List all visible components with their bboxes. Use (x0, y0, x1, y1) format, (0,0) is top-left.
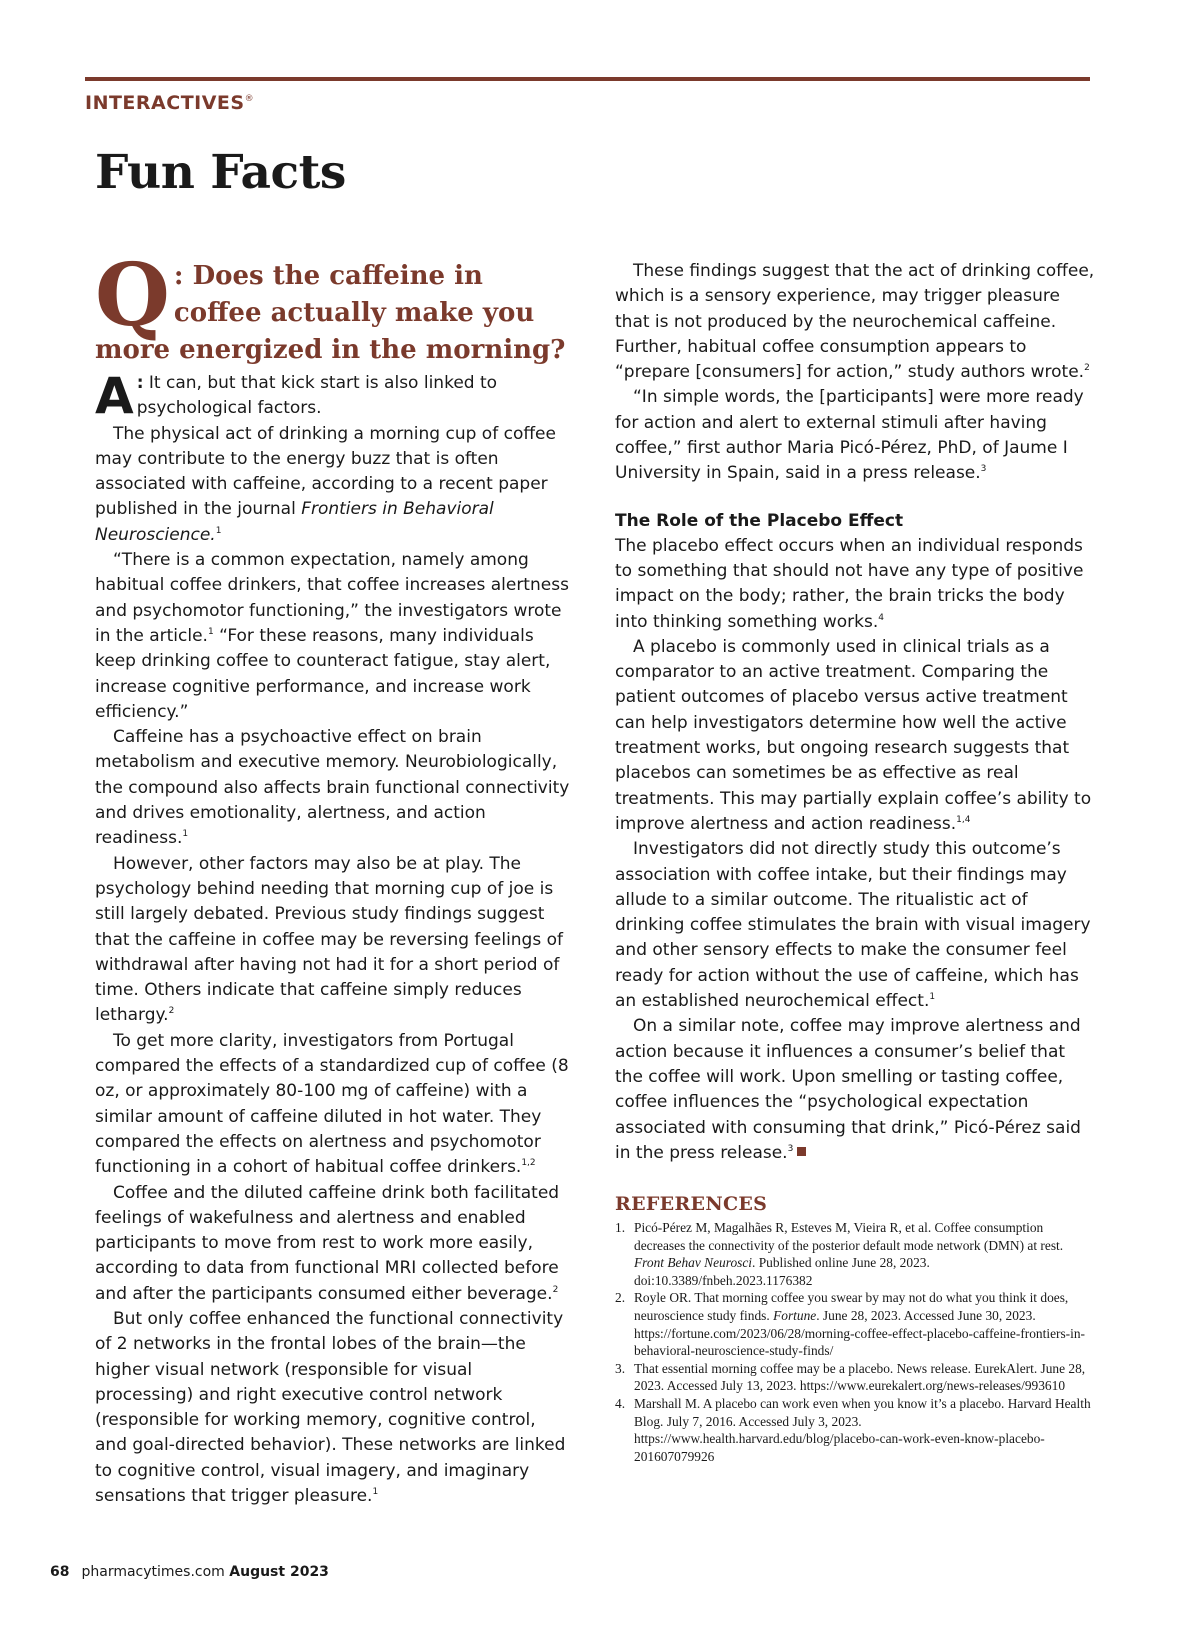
citation-sup: 2 (1084, 363, 1090, 374)
section-label-text: INTERACTIVES (85, 92, 245, 114)
placebo-paragraph-1 (615, 534, 1095, 635)
answer-colon: : (136, 373, 144, 393)
left-paragraph-1 (95, 422, 570, 548)
citation-sup: 1 (372, 1487, 379, 1498)
reference-text: Royle OR. That morning coffee you swear by may not do what you think it does, neuroscience study finds. (634, 1290, 1069, 1324)
answer-text: It can, but that kick start is also linked to psychological factors. (136, 373, 498, 419)
footer-site: pharmacytimes.com (81, 1564, 225, 1580)
citation-sup: 1 (182, 829, 189, 840)
page-number: 68 (50, 1564, 70, 1580)
left-p1-text: The physical act of drinking a morning cup of coffee may contribute to the energy buzz that is often associated with caffeine, according to a recent paper published in the journal (95, 423, 556, 520)
reference-number: 3. (615, 1360, 626, 1376)
answer-intro (95, 367, 570, 425)
end-square-icon (797, 1147, 806, 1156)
reference-text-cont: . June 28, 2023. Accessed June 30, 2023. https://fortune.com/2023/06/28/morning-coffee-effect-placebo-caffeine-frontiers-in-behavioral-neuroscience-study-finds/ (634, 1308, 1086, 1359)
left-paragraph-7 (95, 1307, 570, 1509)
question-heading (95, 245, 570, 369)
placebo-p1-text: The placebo effect occurs when an individual responds to something that should not have any type of positive impact on the body; rather, the brain tricks the body into thinking something works. (615, 535, 1084, 632)
answer-drop-cap: A (95, 367, 134, 425)
citation-sup: 2 (168, 1006, 175, 1017)
journal-name: Frontiers in Behavioral Neuroscience. (95, 499, 494, 545)
left-paragraph-3 (95, 725, 570, 851)
section-label (85, 92, 254, 114)
answer-paragraph (95, 367, 570, 425)
left-p4-text: However, other factors may also be at play. The psychology behind needing that morning cup of joe is still largely debated. Previous study findings suggest that the caffeine in coffee may be reversing feelings of withdrawal after having not had it for a short period of time. Others indicate that caffeine simply reduces lethargy. (95, 853, 563, 1026)
placebo-p3-text: Investigators did not directly study this outcome’s association with coffee intake, but their findings may allude to a similar outcome. The ritualistic act of drinking coffee stimulates the brain with visual imagery and other sensory effects to make the consumer feel ready for action without the use of caffeine, which has an established neurochemical effect. (615, 839, 1091, 1012)
page-title: Fun Facts (95, 145, 346, 200)
reference-text: Marshall M. A placebo can work even when you know it’s a placebo. Harvard Health Blog. July 7, 2016. Accessed July 3, 2023. https://www.health.harvard.edu/blog/placebo-can-work-even-know-placebo-201607079926 (634, 1396, 1091, 1464)
citation-sup: 1 (215, 525, 222, 536)
left-paragraph-4 (95, 852, 570, 1029)
reference-number: 4. (615, 1396, 626, 1412)
right-column (615, 259, 1095, 1465)
citation-sup: 1,4 (956, 814, 971, 825)
footer-date: August 2023 (229, 1564, 329, 1580)
citation-sup: 3 (980, 464, 987, 475)
left-p7-text: But only coffee enhanced the functional connectivity of 2 networks in the frontal lobes of the brain—the higher visual network (responsible for visual processing) and right executive control network (responsible for working memory, cognitive control, and goal-directed behavior). These networks are linked to cognitive control, visual imagery, and imaginary sensations that trigger pleasure. (95, 1308, 566, 1507)
left-p3-text: Caffeine has a psychoactive effect on brain metabolism and executive memory. Neurobiologically, the compound also affects brain functional connectivity and drives emotionality, alertness, and action readiness. (95, 727, 570, 849)
page-footer (50, 1564, 329, 1580)
reference-text: Picó-Pérez M, Magalhães R, Esteves M, Vieira R, et al. Coffee consumption decreases the connectivity of the posterior default mode network (DMN) at rest. (634, 1220, 1064, 1253)
citation-sup: 3 (787, 1143, 794, 1154)
reference-journal: Front Behav Neurosci (634, 1255, 753, 1271)
right-p1-text: These findings suggest that the act of drinking coffee, which is a sensory experience, may trigger pleasure that is not produced by the neurochemical caffeine. Further, habitual coffee consumption appears to “prepare [consumers] for action,” study authors wrote. (615, 261, 1095, 383)
left-column (95, 245, 570, 1509)
placebo-heading: The Role of the Placebo Effect (615, 510, 904, 531)
citation-sup: 1 (929, 992, 936, 1003)
citation-sup: 4 (878, 612, 884, 623)
references-heading: REFERENCES (615, 1193, 768, 1216)
reference-text: That essential morning coffee may be a placebo. News release. EurekAlert. June 28, 2023. Accessed July 13, 2023. https://www.eurekalert.org/news-releases/993610 (634, 1360, 1086, 1394)
left-p5-text: To get more clarity, investigators from Portugal compared the effects of a standardized cup of coffee (8 oz, or approximately 80-100 mg of caffeine) with a similar amount of caffeine diluted in hot water. They compared the effects on alertness and psychomotor functioning in a cohort of habitual coffee drinkers. (95, 1030, 569, 1178)
references-list (615, 1219, 1095, 1465)
left-p6-text: Coffee and the diluted caffeine drink both facilitated feelings of wakefulness and alertness and enabled participants to move from rest to work more easily, according to data from functional MRI collected before and after the participants consumed either beverage. (95, 1182, 560, 1304)
top-rule (85, 77, 1090, 81)
reference-item (615, 1360, 1095, 1395)
right-paragraph-2 (615, 385, 1095, 486)
placebo-p4-text: On a similar note, coffee may improve alertness and action because it influences a consumer’s belief that the coffee will work. Upon smelling or tasting coffee, coffee influences the “psychological expectation associated with consuming that drink,” Picó-Pérez said in the press release. (615, 1016, 1081, 1163)
left-paragraph-6 (95, 1181, 570, 1307)
placebo-paragraph-3 (615, 837, 1095, 1014)
citation-sup: 1,2 (521, 1158, 536, 1169)
reference-item (615, 1289, 1095, 1359)
left-paragraph-5 (95, 1029, 570, 1181)
reference-item (615, 1395, 1095, 1465)
question-drop-cap: Q (95, 245, 170, 346)
registered-mark: ® (244, 94, 255, 104)
reference-journal: Fortune (773, 1308, 817, 1324)
citation-sup: 2 (552, 1284, 559, 1295)
placebo-p2-text: A placebo is commonly used in clinical trials as a comparator to an active treatment. Comparing the patient outcomes of placebo versus active treatment can help investigators determine how well the active treatment works, but ongoing research suggests that placebos can sometimes be as effective as real treatments. This may partially explain coffee’s ability to improve alertness and action readiness. (615, 636, 1092, 834)
reference-number: 2. (615, 1290, 626, 1306)
reference-item (615, 1219, 1095, 1289)
placebo-paragraph-4 (615, 1014, 1095, 1166)
citation-sup: 1 (207, 626, 214, 637)
right-p2-text: “In simple words, the [participants] were more ready for action and alert to external stimuli after having coffee,” first author Maria Picó-Pérez, PhD, of Jaume I University in Spain, said in a press release. (615, 387, 1084, 484)
left-p2-text: “There is a common expectation, namely among habitual coffee drinkers, that coffee increases alertness and psychomotor functioning,” the investigators wrote in the article. (95, 550, 569, 646)
left-p2-text-cont: “For these reasons, many individuals keep drinking coffee to counteract fatigue, stay alert, increase cognitive performance, and increase work efficiency.” (95, 625, 551, 722)
left-paragraph-2 (95, 548, 570, 725)
reference-number: 1. (615, 1220, 626, 1236)
question-text: : Does the caffeine in coffee actually make you more energized in the morning? (95, 261, 566, 365)
placebo-paragraph-2 (615, 635, 1095, 837)
right-paragraph-1 (615, 259, 1095, 385)
reference-text-cont: . Published online June 28, 2023. doi:10.3389/fnbeh.2023.1176382 (634, 1255, 930, 1288)
